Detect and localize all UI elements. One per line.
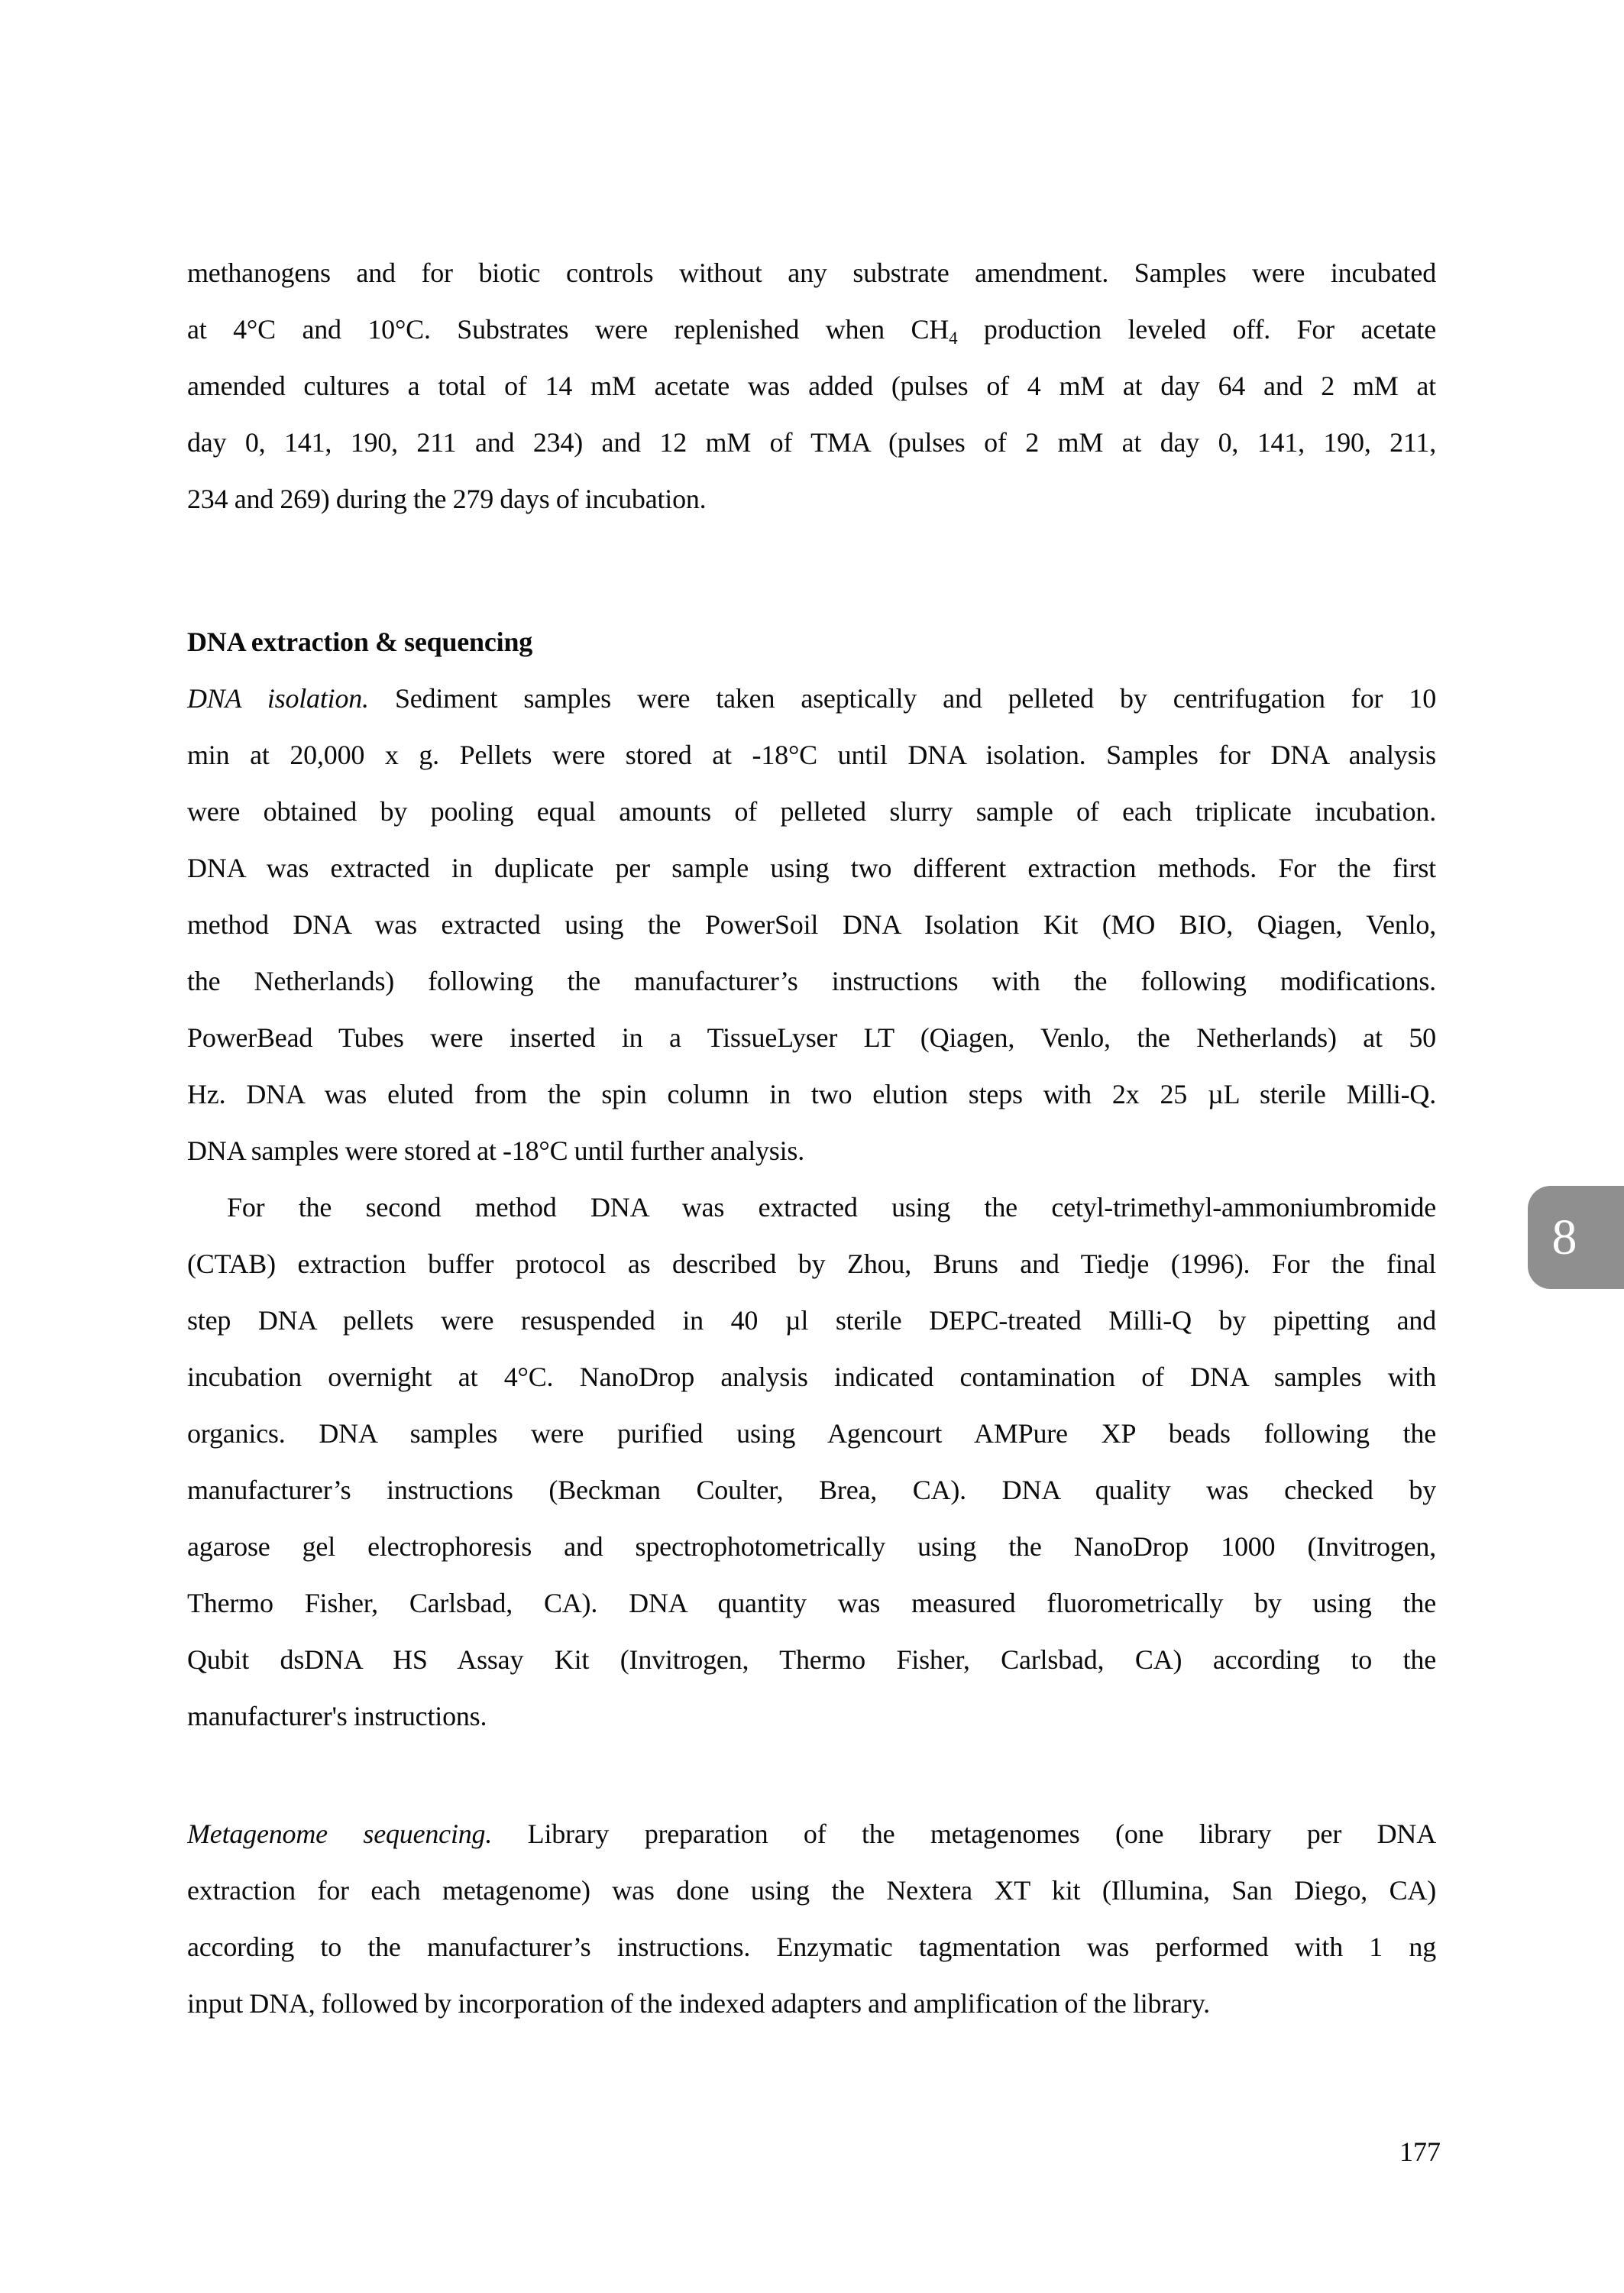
chapter-tab bbox=[1528, 1186, 1624, 1289]
heading-text: DNA extraction & sequencing bbox=[187, 627, 533, 657]
text-run: extraction for each metagenome) was done using the Nextera XT kit (Illumina, San Diego, CA) bbox=[187, 1875, 1436, 1906]
text-run: amended cultures a total of 14 mM acetate was added (pulses of 4 mM at day 64 and 2 mM at bbox=[187, 371, 1436, 401]
text-line bbox=[187, 1405, 1436, 1462]
text-line bbox=[187, 783, 1436, 840]
lead-in-italic: DNA isolation. bbox=[187, 683, 369, 714]
text-run: Thermo Fisher, Carlsbad, CA). DNA quantity was measured fluorometrically by using the bbox=[187, 1588, 1436, 1618]
text-run: step DNA pellets were resuspended in 40 µl sterile DEPC-treated Milli-Q by pipetting and bbox=[187, 1305, 1436, 1336]
text-run: DNA was extracted in duplicate per sample using two different extraction methods. For the first bbox=[187, 853, 1436, 883]
text-line bbox=[187, 1688, 1436, 1744]
text-line bbox=[187, 245, 1436, 301]
text-line bbox=[187, 1919, 1436, 1975]
text-line bbox=[187, 1862, 1436, 1919]
text-run: manufacturer's instructions. bbox=[187, 1701, 487, 1731]
text-run: Sediment samples were taken aseptically and pelleted by centrifugation for 10 bbox=[368, 683, 1436, 714]
text-line bbox=[187, 953, 1436, 1009]
chapter-tab-label: 8 bbox=[1551, 1209, 1577, 1265]
text-line bbox=[187, 1518, 1436, 1575]
lead-in-italic: Metagenome sequencing. bbox=[187, 1819, 493, 1849]
subscript-text: 4 bbox=[949, 329, 958, 348]
text-run: Hz. DNA was eluted from the spin column in two elution steps with 2x 25 µL sterile Milli-Q. bbox=[187, 1079, 1436, 1109]
text-line bbox=[187, 1462, 1436, 1518]
text-run: Library preparation of the metagenomes (one library per DNA bbox=[492, 1819, 1436, 1849]
text-line bbox=[187, 1349, 1436, 1405]
ctab-paragraph bbox=[187, 1179, 1436, 1744]
text-line bbox=[187, 471, 1436, 527]
text-run: manufacturer’s instructions (Beckman Coulter, Brea, CA). DNA quality was checked by bbox=[187, 1475, 1436, 1505]
incubation-paragraph bbox=[187, 245, 1436, 527]
text-line bbox=[187, 1806, 1436, 1862]
text-run: For the second method DNA was extracted using the cetyl-trimethyl-ammoniumbromide bbox=[227, 1192, 1436, 1223]
metagenome-paragraph bbox=[187, 1806, 1436, 2032]
text-run: organics. DNA samples were purified using Agencourt AMPure XP beads following the bbox=[187, 1418, 1436, 1449]
text-run: PowerBead Tubes were inserted in a TissueLyser LT (Qiagen, Venlo, the Netherlands) at 50 bbox=[187, 1022, 1436, 1053]
text-line bbox=[187, 358, 1436, 414]
text-line bbox=[187, 1575, 1436, 1631]
body-text bbox=[187, 245, 1436, 2032]
text-run: incubation overnight at 4°C. NanoDrop analysis indicated contamination of DNA samples with bbox=[187, 1362, 1436, 1392]
text-line bbox=[187, 1292, 1436, 1349]
text-run: (CTAB) extraction buffer protocol as described by Zhou, Bruns and Tiedje (1996). For the final bbox=[187, 1249, 1436, 1279]
text-line bbox=[187, 301, 1436, 358]
text-line bbox=[187, 1009, 1436, 1066]
text-run: methanogens and for biotic controls without any substrate amendment. Samples were incubated bbox=[187, 257, 1436, 288]
text-run: production leveled off. For acetate bbox=[957, 314, 1436, 345]
text-line bbox=[187, 1631, 1436, 1688]
text-run: agarose gel electrophoresis and spectrophotometrically using the NanoDrop 1000 (Invitrogen, bbox=[187, 1531, 1436, 1562]
text-run: were obtained by pooling equal amounts of pelleted slurry sample of each triplicate incubation. bbox=[187, 796, 1436, 827]
text-run: 234 and 269) during the 279 days of incubation. bbox=[187, 484, 707, 514]
text-run: the Netherlands) following the manufacturer’s instructions with the following modifications. bbox=[187, 966, 1436, 996]
text-line bbox=[187, 1122, 1436, 1179]
text-run: according to the manufacturer’s instructions. Enzymatic tagmentation was performed with 1 ng bbox=[187, 1932, 1436, 1962]
dna-isolation-paragraph bbox=[187, 670, 1436, 1179]
text-run: input DNA, followed by incorporation of the indexed adapters and amplification of the library. bbox=[187, 1988, 1210, 2019]
text-line bbox=[187, 1179, 1436, 1236]
text-line bbox=[187, 1236, 1436, 1292]
text-line bbox=[187, 896, 1436, 953]
text-run: Qubit dsDNA HS Assay Kit (Invitrogen, Thermo Fisher, Carlsbad, CA) according to the bbox=[187, 1644, 1436, 1675]
text-line bbox=[187, 670, 1436, 727]
page-number: 177 bbox=[1399, 2136, 1441, 2167]
text-run: method DNA was extracted using the PowerSoil DNA Isolation Kit (MO BIO, Qiagen, Venlo, bbox=[187, 909, 1436, 940]
text-line bbox=[187, 727, 1436, 783]
text-line bbox=[187, 840, 1436, 896]
text-line bbox=[187, 414, 1436, 471]
text-run: day 0, 141, 190, 211 and 234) and 12 mM of TMA (pulses of 2 mM at day 0, 141, 190, 211, bbox=[187, 427, 1436, 458]
text-run: DNA samples were stored at -18°C until further analysis. bbox=[187, 1135, 805, 1166]
text-run: at 4°C and 10°C. Substrates were replenished when CH bbox=[187, 314, 949, 345]
text-run: min at 20,000 x g. Pellets were stored at -18°C until DNA isolation. Samples for DNA analysis bbox=[187, 740, 1436, 770]
heading-line bbox=[187, 614, 1436, 670]
section-heading bbox=[187, 614, 1436, 670]
text-line bbox=[187, 1066, 1436, 1122]
text-line bbox=[187, 1975, 1436, 2032]
